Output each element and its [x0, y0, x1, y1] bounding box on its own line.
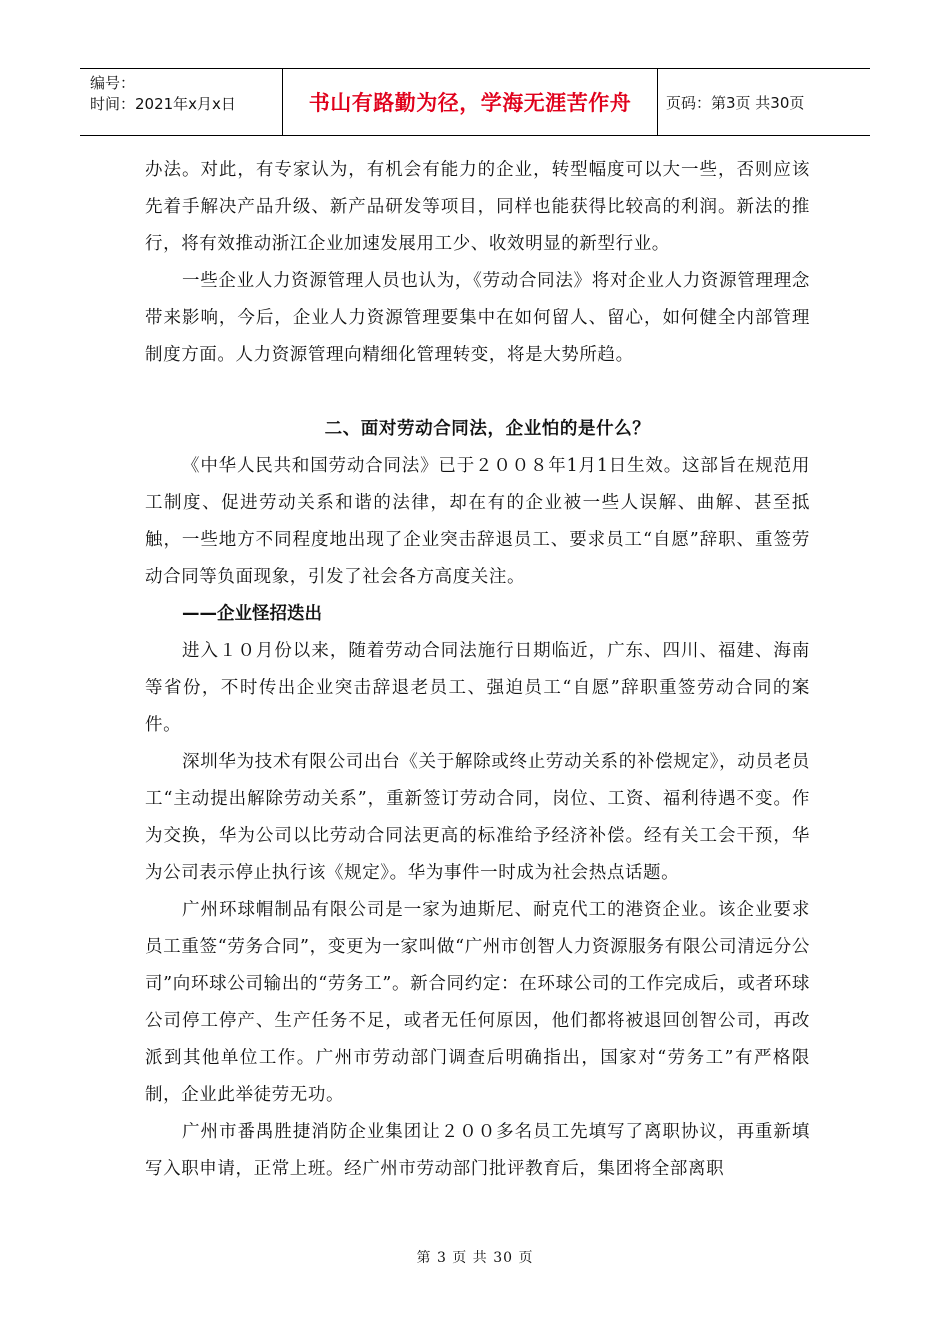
paragraph: 深圳华为技术有限公司出台《关于解除或终止劳动关系的补偿规定》，动员老员工“主动提出解除劳动关系”，重新签订劳动合同，岗位、工资、福利待遇不变。作为交换，华为公司以比劳动合同法更高的标准给予经济补偿。经有关工会干预，华为公司表示停止执行该《规定》。华为事件一时成为社会热点话题。: [145, 752, 810, 883]
paragraph: 一些企业人力资源管理人员也认为，《劳动合同法》将对企业人力资源管理理念带来影响，今后，企业人力资源管理要集中在如何留人、留心，如何健全内部管理制度方面。人力资源管理向精细化管理转变，将是大势所趋。: [145, 271, 810, 365]
document-number-label: 编号：: [90, 74, 136, 92]
paragraph: 广州环球帽制品有限公司是一家为迪斯尼、耐克代工的港资企业。该企业要求员工重签“劳务合同”，变更为一家叫做“广州市创智人力资源服务有限公司清远分公司”向环球公司输出的“劳务工”。新合同约定：在环球公司的工作完成后，或者环球公司停工停产、生产任务不足，或者无任何原因，他们都将被退回创智公司，再改派到其他单位工作。广州市劳动部门调查后明确指出，国家对“劳务工”有严格限制，企业此举徒劳无功。: [145, 900, 810, 1105]
section-heading: 二、面对劳动合同法，企业怕的是什么？: [324, 419, 651, 439]
document-body: [145, 152, 810, 1188]
section-spacer: [145, 374, 810, 411]
page-footer: 第 3 页 共 30 页: [416, 1250, 534, 1266]
header-page-info: 页码：第3页 共30页: [666, 93, 805, 112]
subsection-heading: ——企业怪招迭出: [182, 604, 322, 624]
page-header: [80, 68, 870, 136]
header-motto: 书山有路勤为径，学海无涯苦作舟: [283, 69, 658, 135]
header-meta-cell: [80, 69, 283, 135]
paragraph: 进入１０月份以来，随着劳动合同法施行日期临近，广东、四川、福建、海南等省份，不时传出企业突击辞退老员工、强迫员工“自愿”辞职重签劳动合同的案件。: [145, 641, 810, 735]
paragraph: 广州市番禺胜捷消防企业集团让２００多名员工先填写了离职协议，再重新填写入职申请，正常上班。经广州市劳动部门批评教育后，集团将全部离职: [145, 1122, 810, 1179]
document-date-label: 时间：2021年x月x日: [90, 95, 236, 113]
paragraph: 办法。对此，有专家认为，有机会有能力的企业，转型幅度可以大一些，否则应该先着手解决产品升级、新产品研发等项目，同样也能获得比较高的利润。新法的推行，将有效推动浙江企业加速发展用工少、收效明显的新型行业。: [145, 160, 810, 254]
paragraph: 《中华人民共和国劳动合同法》已于２００８年1月1日生效。这部旨在规范用工制度、促进劳动关系和谐的法律，却在有的企业被一些人误解、曲解、甚至抵触，一些地方不同程度地出现了企业突击辞退员工、要求员工“自愿”辞职、重签劳动合同等负面现象，引发了社会各方高度关注。: [145, 456, 810, 587]
